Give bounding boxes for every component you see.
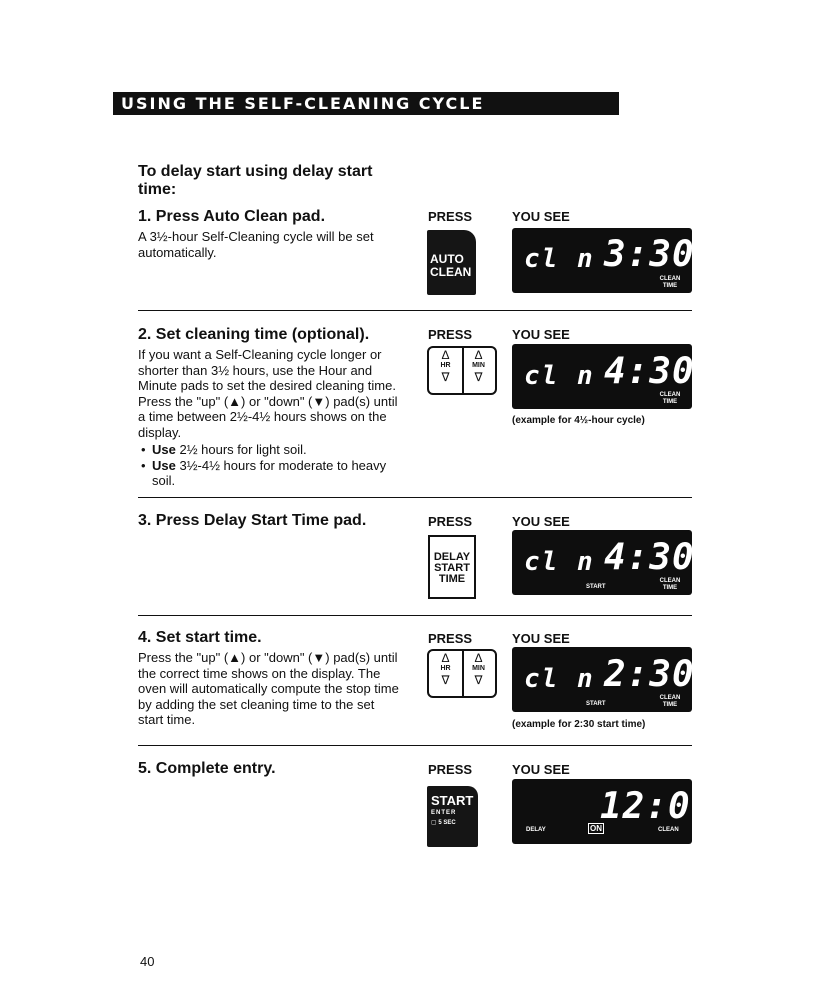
- down-arrow-icon: ∇: [474, 370, 483, 384]
- hour-minute-pads: [427, 346, 497, 395]
- step-3: [138, 512, 400, 533]
- oven-display: [512, 779, 714, 844]
- minute-pad[interactable]: [462, 348, 495, 393]
- pad-label: DELAY: [433, 551, 471, 563]
- step-4: [138, 629, 400, 728]
- pad-label: TIME: [438, 573, 466, 585]
- hour-pad[interactable]: [429, 348, 464, 393]
- press-label: PRESS: [428, 762, 473, 777]
- divider: [138, 745, 692, 746]
- step-title: 4. Set start time.: [138, 629, 262, 646]
- display-clean-time: CLEAN TIME: [659, 392, 681, 405]
- press-label: PRESS: [428, 209, 473, 224]
- display-time: 3:30: [604, 234, 695, 275]
- hour-pad[interactable]: [429, 651, 464, 696]
- auto-clean-pad[interactable]: [427, 230, 476, 295]
- bullet-list: [138, 442, 400, 489]
- pad-sublabel: ENTER: [431, 810, 457, 816]
- display-time: 12:00: [600, 786, 714, 827]
- you-see-label: YOU SEE: [512, 631, 570, 646]
- example-caption: (example for 4½-hour cycle): [512, 415, 645, 426]
- example-caption: (example for 2:30 start time): [512, 719, 646, 730]
- step-title: 3. Press Delay Start Time pad.: [138, 512, 367, 529]
- oven-display: [512, 530, 695, 595]
- start-pad[interactable]: [427, 786, 478, 847]
- pad-label: AUTO: [430, 252, 464, 266]
- down-arrow-icon: ∇: [441, 370, 450, 384]
- oven-display: [512, 228, 695, 293]
- step-body: A 3½-hour Self-Cleaning cycle will be set automatically.: [138, 229, 374, 260]
- display-clean-time: CLEAN TIME: [659, 276, 681, 289]
- up-arrow-icon: Δ: [474, 348, 483, 362]
- step-title: 1. Press Auto Clean pad.: [138, 208, 326, 225]
- step-body: If you want a Self-Cleaning cycle longer or shorter than 3½ hours, use the Hour and Minute pads to set the desired cleaning time. Press the "up" (▲) or "down" (▼) pad(s) until a time between 2½-4½ hours shows on the display.: [138, 347, 398, 440]
- intro-heading: To delay start using delay start time:: [138, 163, 373, 198]
- down-arrow-icon: ∇: [474, 673, 483, 687]
- bullet-item: • Use 2½ hours for light soil.: [138, 442, 400, 458]
- press-label: PRESS: [428, 631, 473, 646]
- delay-start-time-pad[interactable]: [428, 535, 476, 599]
- display-word: cl n: [524, 244, 595, 274]
- display-clean-time: CLEAN TIME: [659, 578, 681, 591]
- press-label: PRESS: [428, 514, 473, 529]
- pad-label: CLEAN: [430, 265, 472, 279]
- divider: [138, 310, 692, 311]
- pad-label: START: [434, 562, 470, 574]
- up-arrow-icon: Δ: [441, 651, 450, 665]
- section-banner: USING THE SELF-CLEANING CYCLE: [113, 92, 619, 115]
- page-number: 40: [140, 954, 155, 969]
- you-see-label: YOU SEE: [512, 514, 570, 529]
- you-see-label: YOU SEE: [512, 327, 570, 342]
- press-label: PRESS: [428, 327, 473, 342]
- display-word: cl n: [524, 361, 595, 391]
- step-body: Press the "up" (▲) or "down" (▼) pad(s) until the correct time shows on the display. The oven will automatically compute the stop time by adding the set cleaning time to the set start time.: [138, 650, 399, 727]
- hr-label: HR: [440, 362, 451, 369]
- down-arrow-icon: ∇: [441, 673, 450, 687]
- hr-label: HR: [440, 665, 451, 672]
- pad-label: START: [431, 793, 474, 808]
- oven-display: [512, 647, 695, 712]
- display-word: cl n: [524, 664, 595, 694]
- bullet-item: • Use 3½-4½ hours for moderate to heavy soil.: [138, 458, 400, 489]
- display-word: cl n: [524, 547, 595, 577]
- display-start: START: [586, 701, 606, 707]
- up-arrow-icon: Δ: [474, 651, 483, 665]
- up-arrow-icon: Δ: [441, 348, 450, 362]
- step-1: [138, 208, 400, 260]
- min-label: MIN: [472, 665, 485, 672]
- display-on-indicator: ON: [590, 824, 602, 833]
- oven-display: [512, 344, 695, 409]
- step-title: 2. Set cleaning time (optional).: [138, 326, 370, 343]
- divider: [138, 615, 692, 616]
- minute-pad[interactable]: [462, 651, 495, 696]
- pad-sublabel: ▢ 5 SEC: [431, 820, 456, 826]
- you-see-label: YOU SEE: [512, 209, 570, 224]
- display-delay: DELAY: [526, 827, 546, 833]
- hour-minute-pads: [427, 649, 497, 698]
- step-5: [138, 760, 400, 781]
- display-time: 4:30: [604, 537, 695, 578]
- display-start: START: [586, 584, 606, 590]
- step-title: 5. Complete entry.: [138, 760, 276, 777]
- min-label: MIN: [472, 362, 485, 369]
- display-clean: CLEAN: [658, 827, 679, 833]
- divider: [138, 497, 692, 498]
- display-time: 2:30: [604, 654, 695, 695]
- display-time: 4:30: [604, 351, 695, 392]
- you-see-label: YOU SEE: [512, 762, 570, 777]
- lock-icon: ▢: [431, 820, 437, 826]
- display-clean-time: CLEAN TIME: [659, 695, 681, 708]
- step-2: [138, 326, 400, 489]
